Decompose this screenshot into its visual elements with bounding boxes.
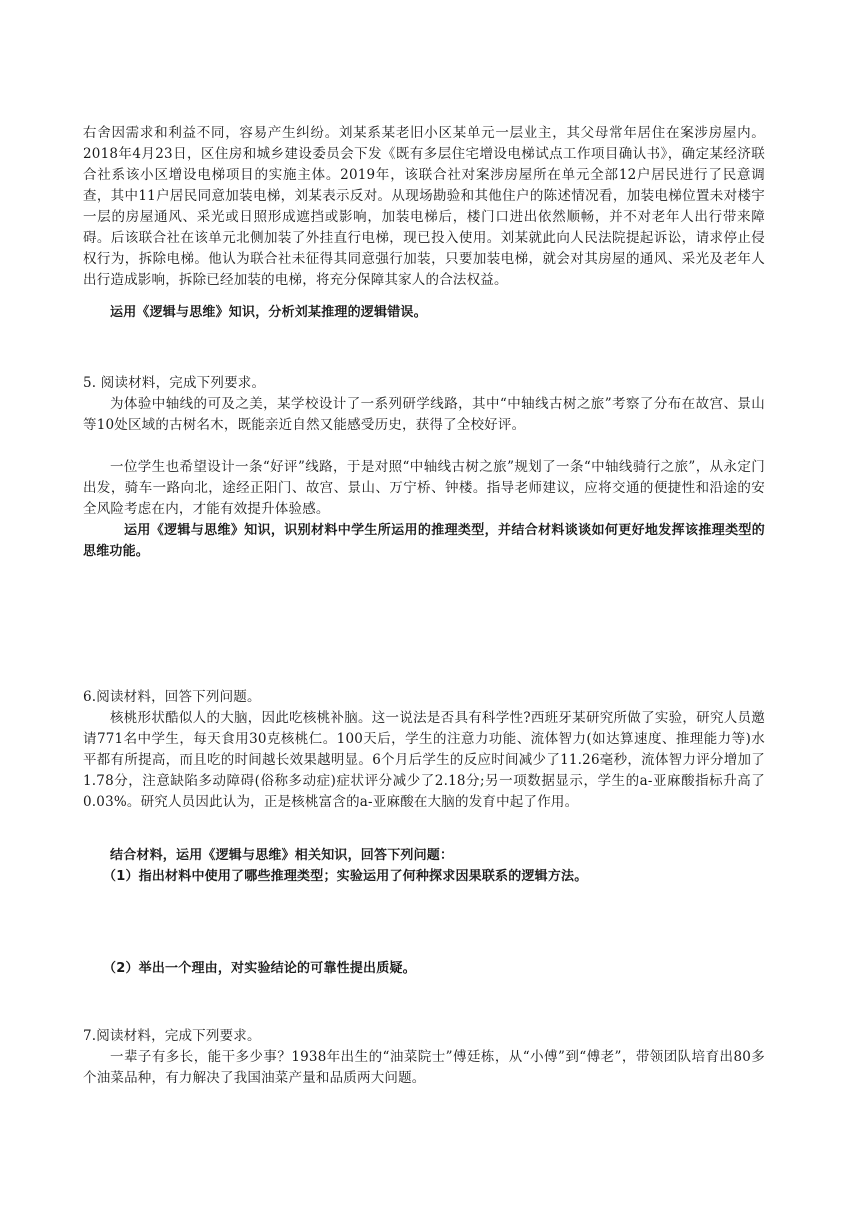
q6-subquestion-1: （1）指出材料中使用了哪些推理类型；实验运用了何种探求因果联系的逻辑方法。 [103, 869, 588, 884]
q4-material: 右舍因需求和利益不同，容易产生纠纷。刘某系某老旧小区某单元一层业主，其父母常年居住在案涉房屋内。2018年4月23日，区住房和城乡建设委员会下发《既有多层住宅增设电梯试点工作项目确认书》，确定某经济联合社系该小区增设电梯项目的实施主体。2019年，该联合社对案涉房屋所在单元全部12户居民进行了民意调查，其中11户居民同意加装电梯，刘某表示反对。从现场勘验和其他住户的陈述情况看，加装电梯位置未对楼宇一层的房屋通风、采光或日照形成遮挡或影响，加装电梯后，楼门口进出依然顺畅，并不对老年人出行带来障碍。后该联合社在该单元北侧加装了外挂直行电梯，现已投入使用。刘某就此向人民法院提起诉讼，请求停止侵权行为，拆除电梯。他认为联合社未征得其同意强行加装，只要加装电梯，就会对其房屋的通风、采光及老年人出行造成影响，拆除已经加装的电梯，将充分保障其家人的合法权益。 [83, 125, 765, 288]
q5-heading: 5. 阅读材料，完成下列要求。 [83, 375, 266, 391]
q6-heading: 6.阅读材料，回答下列问题。 [83, 689, 261, 705]
q4-task: 运用《逻辑与思维》知识，分析刘某推理的逻辑错误。 [110, 305, 427, 320]
q5-paragraph-1: 为体验中轴线的可及之美，某学校设计了一系列研学线路，其中“中轴线古树之旅”考察了分布在故宫、景山等10处区域的古树名木，既能亲近自然又能感受历史，获得了全校好评。 [83, 396, 765, 433]
q6-task: 结合材料，运用《逻辑与思维》相关知识，回答下列问题： [110, 848, 454, 863]
q5-task: 运用《逻辑与思维》知识，识别材料中学生所运用的推理类型，并结合材料谈谈如何更好地发挥该推理类型的思维功能。 [83, 523, 765, 559]
q7-heading: 7.阅读材料，完成下列要求。 [83, 1028, 261, 1044]
q6-subquestion-2: （2）举出一个理由，对实验结论的可靠性提出质疑。 [103, 961, 416, 976]
q6-paragraph-1: 核桃形状酷似人的大脑，因此吃核桃补脑。这一说法是否具有科学性?西班牙某研究所做了实验，研究人员邀请771名中学生，每天食用30克核桃仁。100天后，学生的注意力功能、流体智力(如达算速度、推理能力等)水平都有所提高，而且吃的时间越长效果越明显。6个月后学生的反应时间减少了11.26毫秒，流体智力评分增加了1.78分，注意缺陷多动障碍(俗称多动症)症状评分减少了2.18分;另一项数据显示，学生的a-亚麻酸指标升高了0.03%。研究人员因此认为，正是核桃富含的a-亚麻酸在大脑的发育中起了作用。 [83, 710, 765, 810]
q7-paragraph-1: 一辈子有多长，能干多少事？1938年出生的“油菜院士”傅廷栋，从“小傅”到“傅老”，带领团队培育出80多个油菜品种，有力解决了我国油菜产量和品质两大问题。 [83, 1049, 765, 1086]
q5-paragraph-2: 一位学生也希望设计一条“好评”线路，于是对照“中轴线古树之旅”规划了一条“中轴线骑行之旅”，从永定门出发，骑车一路向北，途经正阳门、故宫、景山、万宁桥、钟楼。指导老师建议，应将交通的便捷性和沿途的安全风险考虑在内，才能有效提升体验感。 [83, 459, 765, 517]
